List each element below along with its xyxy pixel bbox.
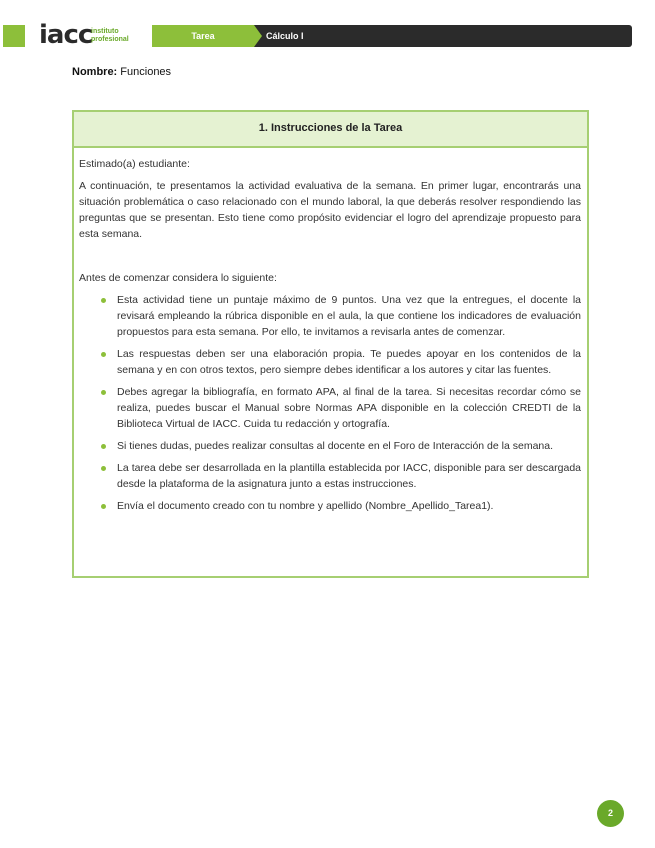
page-header (0, 20, 632, 50)
instruction-list (79, 292, 581, 514)
list-item: Esta actividad tiene un puntaje máximo de 9 puntos. Una vez que la entregues, el docente la revisará empleando la rúbrica disponible en el aula, la que contiene los indicadores de evaluación propuestos para esta semana. Por ello, te invitamos a revisarla antes de comenzar. (99, 292, 581, 340)
logo-sub-line2: profesional (91, 36, 129, 43)
page-number-badge: 2 (597, 800, 624, 827)
header-green-square (3, 25, 25, 47)
list-item: Las respuestas deben ser una elaboración propia. Te puedes apoyar en los contenidos de la semana y en con otros textos, pero siempre debes identificar a los autores y citar las fuentes. (99, 346, 581, 378)
logo-sub-line1: instituto (91, 28, 119, 35)
course-title: Cálculo I (254, 25, 632, 47)
instructions-body (74, 148, 587, 514)
name-label: Nombre: (72, 66, 118, 78)
logo-subtitle (91, 28, 129, 44)
instructions-box (72, 110, 589, 578)
before-start: Antes de comenzar considera lo siguiente: (79, 272, 277, 284)
document-name (72, 66, 171, 78)
list-item: Envía el documento creado con tu nombre y apellido (Nombre_Apellido_Tarea1). (99, 498, 581, 514)
logo-main-text: iacc (39, 20, 93, 50)
intro-paragraph: A continuación, te presentamos la actividad evaluativa de la semana. En primer lugar, encontrarás una situación problemática o caso relacionado con el mundo laboral, la que deberás resolver respondiendo las preguntas que se presentan. Esto tiene como propósito evidenciar el logro del aprendizaje propuesto para esta semana. (79, 180, 581, 240)
name-value: Funciones (120, 66, 172, 78)
list-item: Debes agregar la bibliografía, en formato APA, al final de la tarea. Si necesitas recordar cómo se realiza, puedes buscar el Manual sobre Normas APA disponible en la colección CREDTI de la Biblioteca Virtual de IACC. Cuida tu redacción y ortografía. (99, 384, 581, 432)
tab-tarea: Tarea (152, 25, 254, 47)
section-title: 1. Instrucciones de la Tarea (74, 112, 587, 148)
list-item: Si tienes dudas, puedes realizar consultas al docente en el Foro de Interacción de la semana. (99, 438, 581, 454)
list-item: La tarea debe ser desarrollada en la plantilla establecida por IACC, disponible para ser descargada desde la plataforma de la asignatura junto a estas instrucciones. (99, 460, 581, 492)
tab-arrow-icon (254, 25, 262, 47)
greeting: Estimado(a) estudiante: (79, 158, 190, 170)
